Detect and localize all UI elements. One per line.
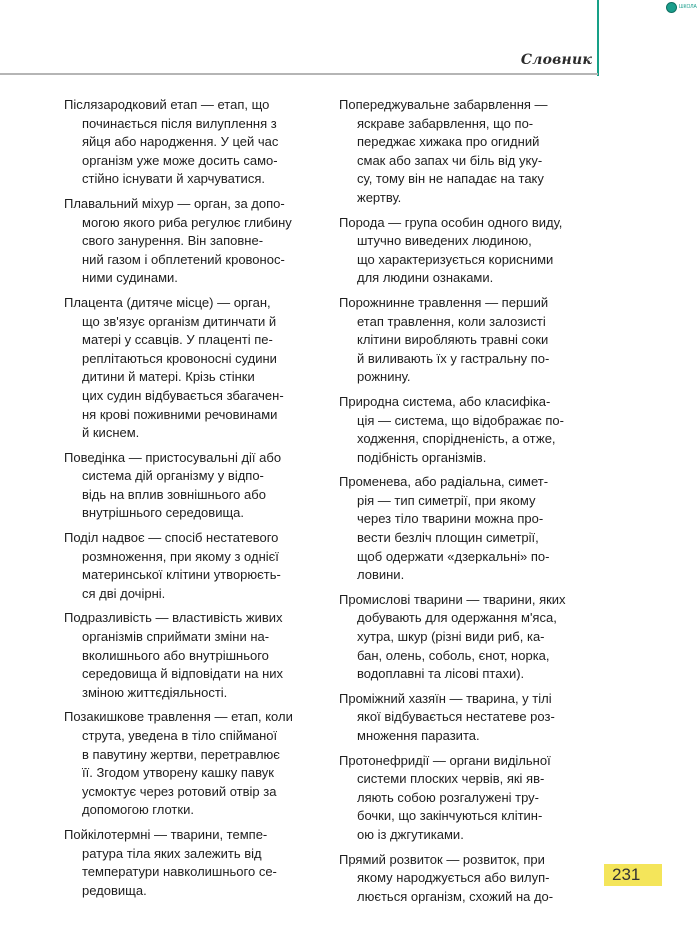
glossary-entry: [339, 294, 601, 387]
left-column: [64, 96, 326, 906]
logo-icon: [666, 2, 677, 13]
glossary-entry-line: ними судинами.: [82, 270, 178, 286]
glossary-entry-line: стійно існувати й харчуватися.: [82, 171, 265, 187]
glossary-entry-line: Порода — група особин одного виду,: [339, 214, 563, 230]
glossary-entry-line: починається після вилуплення з: [82, 115, 277, 131]
glossary-entry: [64, 195, 326, 288]
glossary-entry-line: для людини ознаками.: [357, 270, 494, 286]
glossary-entry-line: бочки, що закінчуються клітин-: [357, 808, 543, 824]
glossary-entry-line: матері у ссавців. У плаценті пе-: [82, 332, 273, 348]
glossary-entry-line: Попереджувальне забарвлення —: [339, 97, 548, 112]
glossary-entry: [64, 708, 326, 820]
glossary-entry-line: Пойкілотермні — тварини, темпе-: [64, 826, 268, 842]
header-horizontal-rule: [0, 73, 598, 75]
glossary-entry-line: внутрішнього середовища.: [82, 505, 244, 521]
running-title: Словник: [520, 52, 592, 68]
glossary-entry-line: струта, уведена в тіло спійманої: [82, 728, 278, 743]
glossary-entry-line: переджає хижака про огидний: [357, 134, 540, 150]
glossary-entry-line: Поведінка — пристосувальні дії або: [64, 449, 282, 465]
glossary-entry-line: люється організм, схожий на до-: [357, 888, 554, 904]
glossary-entry-line: ою із джгутиками.: [357, 826, 464, 842]
glossary-entry-line: штучно виведених людиною,: [357, 233, 532, 249]
glossary-entry-line: Проміжний хазяїн — тварина, у тілі: [339, 690, 552, 706]
page-number: 231: [604, 864, 662, 886]
glossary-entry-line: ляють собою розгалужені тру-: [357, 789, 540, 805]
glossary-entry-line: зміною життєдіяльності.: [82, 684, 228, 700]
glossary-entry: [339, 473, 601, 585]
glossary-entry-line: в павутину жертви, перетравлює: [82, 746, 280, 762]
glossary-entry-line: водоплавні та лісові птахи).: [357, 666, 525, 682]
glossary-entry-line: жертву.: [357, 189, 402, 205]
glossary-entry: [64, 609, 326, 702]
glossary-entry-line: бан, олень, соболь, єнот, норка,: [357, 647, 550, 663]
glossary-entry-line: Природна система, або класифіка-: [339, 393, 551, 409]
glossary-entry-line: відь на вплив зовнішнього або: [82, 486, 266, 502]
glossary-entry-line: Позакишкове травлення — етап, коли: [64, 709, 293, 725]
glossary-entry-line: й виливають їх у гастральну по-: [357, 350, 550, 366]
glossary-entry-line: Плацента (дитяче місце) — орган,: [64, 294, 271, 310]
glossary-entry-line: Промислові тварини — тварини, яких: [339, 591, 566, 607]
glossary-entry-line: система дій організму у відпо-: [82, 468, 264, 484]
glossary-entry-line: температури навколишнього се-: [82, 864, 277, 880]
glossary-entry-line: Поділ надвоє — спосіб нестатевого: [64, 530, 279, 546]
glossary-entry: [339, 752, 601, 845]
glossary-entry-line: Прямий розвиток — розвиток, при: [339, 851, 545, 867]
glossary-entry-line: рожнину.: [357, 369, 411, 385]
glossary-entry-line: через тіло тварини можна про-: [357, 511, 544, 527]
publisher-logo: [666, 1, 700, 13]
glossary-entry-line: якому народжується або вилуп-: [357, 870, 550, 886]
right-column: [339, 96, 601, 912]
glossary-entry-line: смак або запах чи біль від уку-: [357, 152, 543, 168]
glossary-entry-line: організм уже може досить само-: [82, 152, 278, 168]
header-vertical-rule: [597, 0, 599, 76]
glossary-entry-line: вести безліч площин симетрії,: [357, 530, 539, 546]
glossary-entry: [64, 294, 326, 443]
glossary-entry-line: цих судин відбувається збагачен-: [82, 387, 284, 403]
glossary-entry-line: організмів сприймати зміни на-: [82, 629, 270, 645]
glossary-entry-line: що характеризується корисними: [357, 251, 554, 267]
glossary-entry-line: етап травлення, коли залозисті: [357, 313, 546, 329]
glossary-entry-line: добувають для одержання м'яса,: [357, 610, 557, 626]
glossary-entry-line: вколишнього або внутрішнього: [82, 647, 269, 663]
glossary-entry-line: розмноження, при якому з однієї: [82, 548, 279, 564]
glossary-entry-line: ся дві дочірні.: [82, 585, 166, 601]
glossary-entry: [64, 529, 326, 603]
glossary-entry-line: системи плоских червів, які яв-: [357, 771, 545, 787]
glossary-entry-line: усмоктує через ротовий отвір за: [82, 783, 277, 799]
glossary-entry: [339, 690, 601, 746]
glossary-entry: [339, 591, 601, 684]
glossary-entry-line: су, тому він не нападає на таку: [357, 171, 544, 187]
glossary-entry-line: рія — тип симетрії, при якому: [357, 492, 536, 508]
glossary-entry-line: дитини й матері. Крізь стінки: [82, 369, 255, 385]
glossary-entry: [339, 214, 601, 288]
glossary-entry-line: Післязародковий етап — етап, що: [64, 97, 270, 112]
glossary-entry-line: Плавальний міхур — орган, за допо-: [64, 195, 285, 211]
glossary-entry: [339, 96, 601, 208]
glossary-entry-line: материнської клітини утворюєть-: [82, 567, 281, 583]
glossary-entry-line: ловини.: [357, 567, 405, 583]
glossary-entry-line: Променева, або радіальна, симет-: [339, 474, 549, 490]
glossary-entry-line: допомогою глотки.: [82, 802, 194, 818]
glossary-entry-line: подібність організмів.: [357, 449, 487, 465]
glossary-entry-line: ратура тіла яких залежить від: [82, 845, 262, 861]
glossary-entry: [64, 449, 326, 523]
glossary-entry-line: хутра, шкур (різні види риб, ка-: [357, 629, 545, 645]
glossary-entry-line: її. Згодом утворену кашку павук: [82, 765, 274, 781]
glossary-entry-line: свого занурення. Він заповне-: [82, 233, 264, 249]
glossary-entry-line: реплітаються кровоносні судини: [82, 350, 277, 366]
glossary-entry-line: якої відбувається нестатеве роз-: [357, 709, 555, 725]
glossary-entry: [339, 851, 601, 907]
glossary-entry-line: Протонефридії — органи видільної: [339, 752, 551, 768]
glossary-entry-line: Подразливість — властивість живих: [64, 610, 283, 626]
glossary-entry-line: ходження, спорідненість, а отже,: [357, 431, 556, 447]
glossary-entry-line: ний газом і обплетений кровонос-: [82, 251, 285, 267]
glossary-entry-line: щоб одержати «дзеркальні» по-: [357, 548, 550, 564]
glossary-entry: [64, 96, 326, 189]
glossary-entry-line: клітини виробляють травні соки: [357, 332, 549, 348]
glossary-entry: [64, 826, 326, 900]
glossary-entry-line: яскраве забарвлення, що по-: [357, 115, 534, 131]
glossary-entry-line: середовища й відповідати на них: [82, 666, 284, 682]
glossary-entry-line: ня крові поживними речовинами: [82, 406, 278, 422]
glossary-entry-line: редовища.: [82, 882, 147, 898]
glossary-entry-line: ція — система, що відображає по-: [357, 412, 564, 428]
glossary-entry-line: яйця або народження. У цей час: [82, 134, 279, 150]
glossary-entry-line: що зв'язує організм дитинчати й: [82, 313, 277, 329]
glossary-entry-line: Порожнинне травлення — перший: [339, 294, 549, 310]
glossary-entry-line: могою якого риба регулює глибину: [82, 214, 292, 230]
glossary-entry-line: множення паразита.: [357, 728, 480, 743]
glossary-entry: [339, 393, 601, 467]
glossary-entry-line: й киснем.: [82, 425, 140, 441]
logo-text: ШКОЛА: [679, 3, 697, 10]
